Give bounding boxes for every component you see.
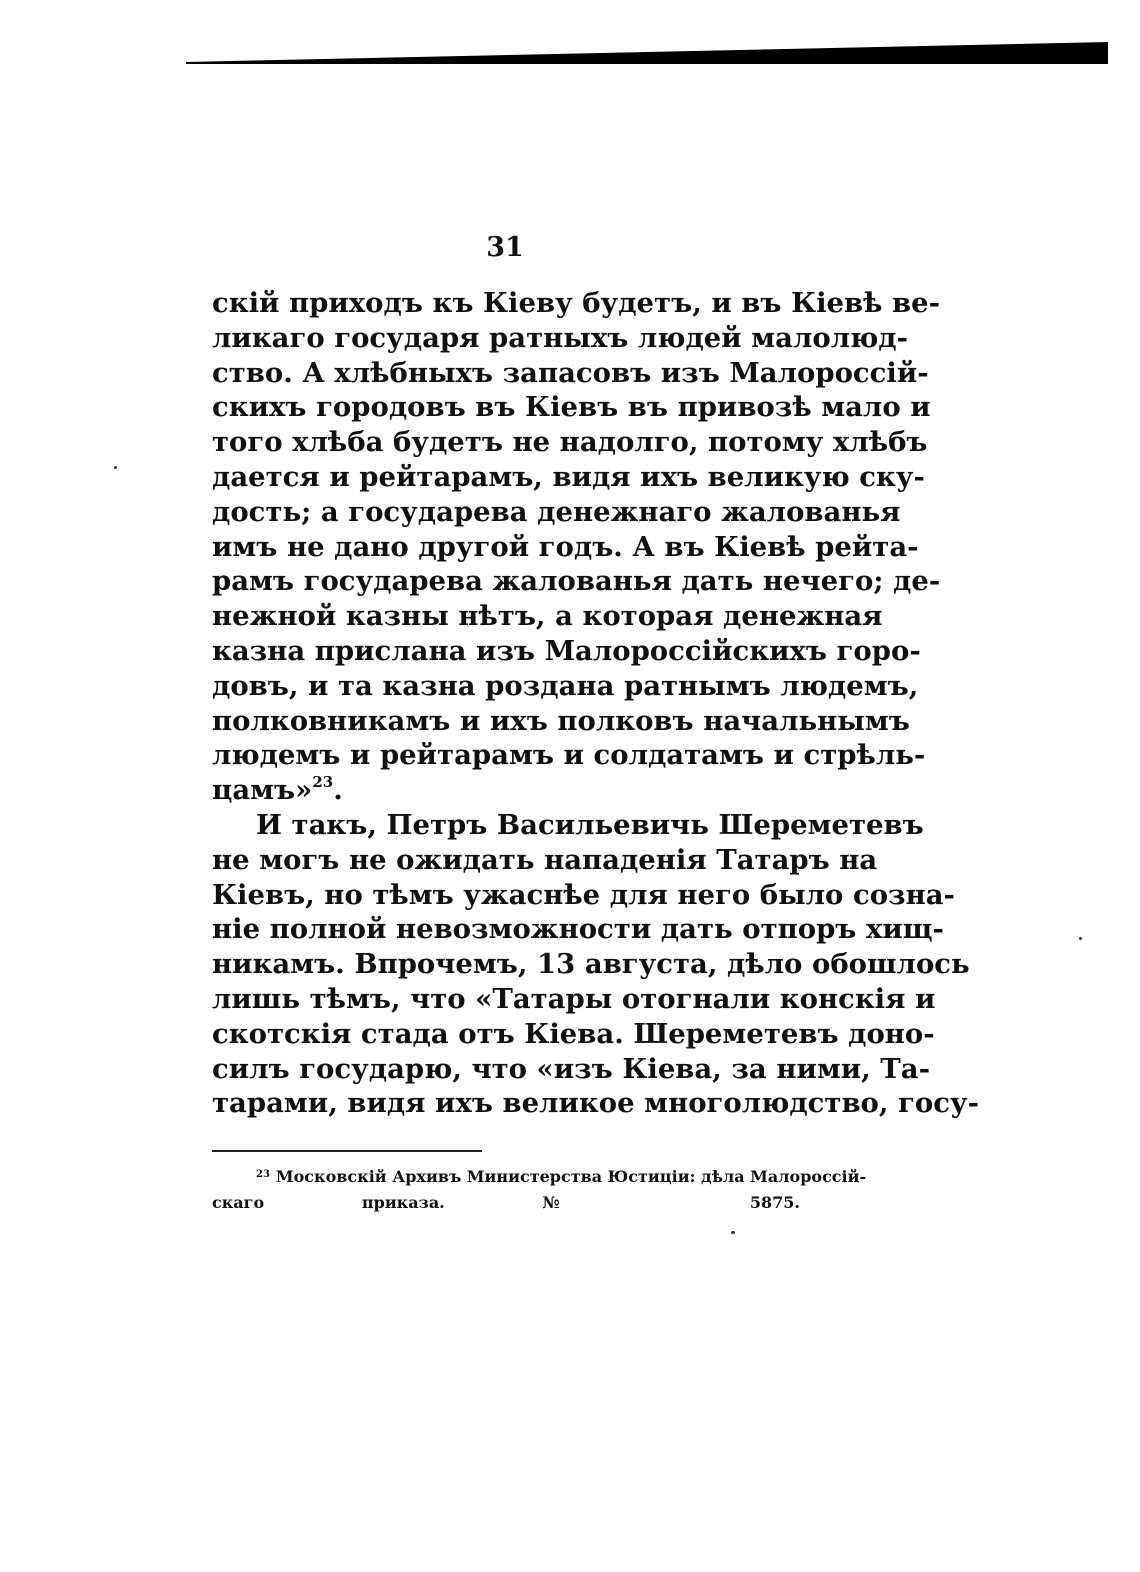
text-line: имъ не дано другой годъ. А въ Кіевѣ рейта- (212, 530, 919, 563)
text-line: полковникамъ и ихъ полковъ начальнымъ (212, 704, 910, 737)
footnote-divider (212, 1150, 482, 1152)
page-number: 31 (486, 232, 524, 263)
scan-speck (114, 466, 117, 469)
footnote-line: скаго приказа. № 5875. (212, 1193, 800, 1212)
footnote-line (212, 1162, 867, 1190)
text-line: того хлѣба будетъ не надолго, потому хлѣбъ (212, 426, 928, 459)
top-decorative-rule (186, 38, 1108, 68)
footnote-text: Московскій Архивъ Министерства Юстиціи: дѣла Малороссій- (275, 1167, 867, 1186)
text-line: скій приходъ къ Кіеву будетъ, и въ Кіевѣ ве- (212, 287, 941, 319)
text-line: скотскія стада отъ Кіева. Шереметевъ доно- (212, 1017, 935, 1050)
text-line: дается и рейтарамъ, видя ихъ великую ску- (212, 460, 925, 493)
text-line: не могъ не ожидать нападенія Татаръ на (212, 843, 878, 876)
footnote (212, 1162, 867, 1216)
paragraph-first-line: И такъ, Петръ Васильевичь Шереметевъ (256, 808, 924, 841)
text-line: ство. А хлѣбныхъ запасовъ изъ Малороссій- (212, 356, 929, 389)
text-line: довъ, и та казна роздана ратнымъ людемъ, (212, 669, 919, 702)
text-line: никамъ. Впрочемъ, 13 августа, дѣло обошлось (212, 948, 970, 981)
text-line: рамъ государева жалованья дать нечего; де- (212, 565, 941, 598)
text-line: скихъ городовъ въ Кіевъ въ привозѣ мало и (212, 391, 931, 424)
text-line: казна прислана изъ Малороссійскихъ горо- (212, 634, 921, 667)
text-line: людемъ и рейтарамъ и солдатамъ и стрѣль- (212, 739, 926, 772)
text-line: силъ государю, что «изъ Кіева, за ними, Та- (212, 1052, 930, 1085)
text-line: тарами, видя ихъ великое многолюдство, госу- (212, 1087, 979, 1120)
text-line: цамъ» (212, 774, 313, 807)
paragraph-end-line (212, 773, 800, 808)
text-line: Кіевъ, но тѣмъ ужаснѣе для него было созна- (212, 878, 955, 911)
text-line: ликаго государя ратныхъ людей малолюд- (212, 321, 909, 354)
body-text (212, 286, 979, 1121)
footnote-mark: 23 (256, 1169, 270, 1180)
scan-speck (731, 1231, 735, 1234)
footnote-reference[interactable]: 23 (312, 773, 334, 792)
footnote-reference-punct: . (333, 774, 343, 807)
text-line: ніе полной невозможности дать отпоръ хищ- (212, 913, 944, 946)
scan-speck (1079, 937, 1082, 940)
text-line: дость; а государева денежнаго жалованья (212, 495, 901, 528)
text-line: нежной казны нѣтъ, а которая денежная (212, 600, 883, 633)
text-line: лишь тѣмъ, что «Татары отогнали конскія и (212, 982, 936, 1015)
